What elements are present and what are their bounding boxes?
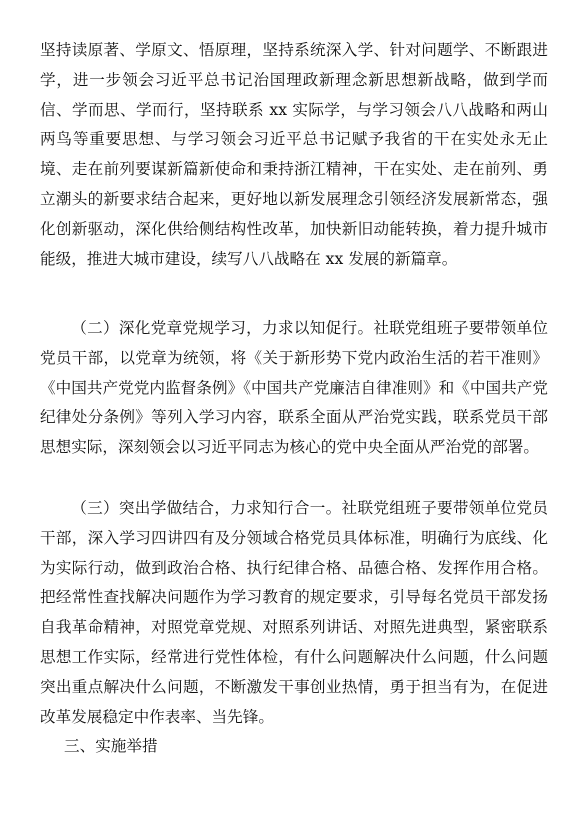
paragraph-study-principles: 坚持读原著、学原文、悟原理，坚持系统深入学、针对问题学、不断跟进学，进一步领会习近平总书记治国理政新理念新思想新战略，做到学而信、学而思、学而行，坚持联系 xx 实际学，与学习领会八八战略和两山两鸟等重要思想、与学习领会习近平总书记赋予我省的干在实处永无止境、走在前列要谋新篇新使命和秉持浙江精神，干在实处、走在前列、勇立潮头的新要求结合起来，更好地以新发展理念引领经济发展新常态，强化创新驱动，深化供给侧结构性改革，加快新旧动能转换，着力提升城市能级，推进大城市建设，续写八八战略在 xx 发展的新篇章。 [40,41,548,268]
section-heading-implementation-measures: 三、实施举措 [64,737,158,755]
paragraph-party-rules-study: （二）深化党章党规学习，力求以知促行。社联党组班子要带领单位党员干部，以党章为统领，将《关于新形势下党内政治生活的若干准则》《中国共产党党内监督条例》《中国共产党廉洁自律准则》和《中国共产党纪律处分条例》等列入学习内容，联系全面从严治党实践，联系党员干部思想实际，深刻领会以习近平同志为核心的党中央全面从严治党的部署。 [40,319,548,457]
paragraph-study-practice-combination: （三）突出学做结合，力求知行合一。社联党组班子要带领单位党员干部，深入学习四讲四有及分领域合格党员具体标准，明确行为底线、化为实际行动，做到政治合格、执行纪律合格、品德合格、发挥作用合格。把经常性查找解决问题作为学习教育的规定要求，引导每名党员干部发扬自我革命精神，对照党章党规、对照系列讲话、对照先进典型，紧密联系思想工作实际，经常进行党性体检，有什么问题解决什么问题，什么问题突出重点解决什么问题，不断激发干事创业热情，勇于担当有为，在促进改革发展稳定中作表率、当先锋。 [40,499,548,726]
